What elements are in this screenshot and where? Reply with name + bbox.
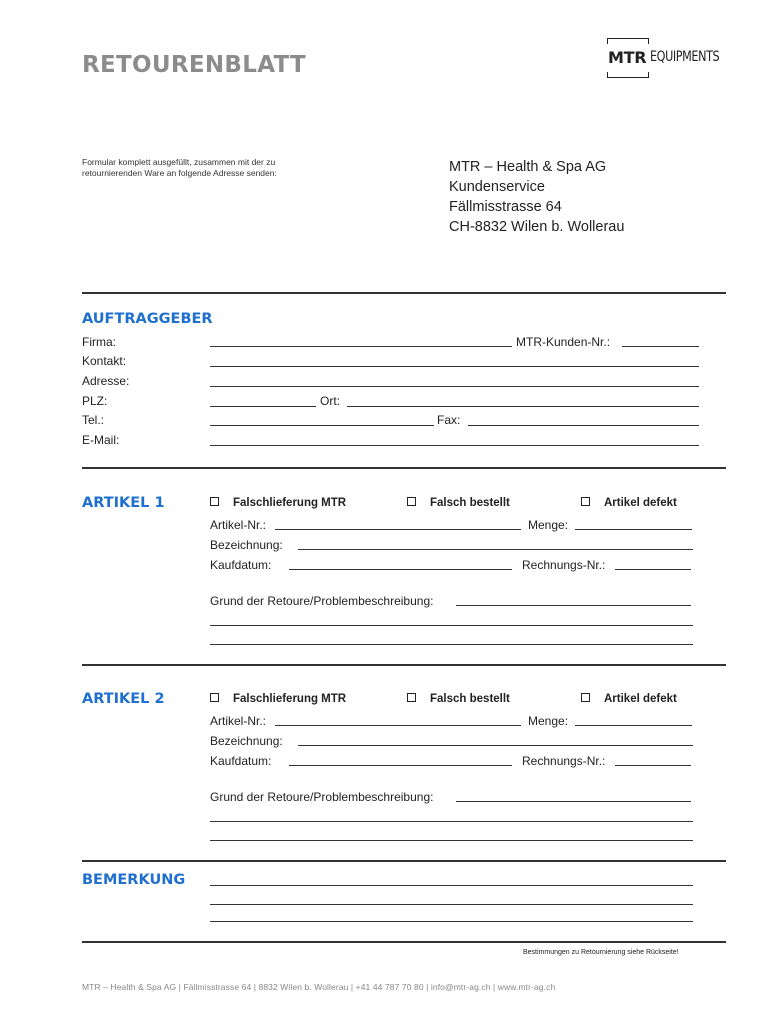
terms-note: Bestimmungen zu Retournierung siehe Rückseite! [523,949,679,956]
label-kundennr: MTR-Kunden-Nr.: [516,335,611,349]
input-fax[interactable] [468,425,699,426]
checkbox-icon [581,693,590,702]
input-firma[interactable] [210,346,512,347]
label-fax: Fax: [437,413,461,427]
label-kontakt: Kontakt: [82,354,127,368]
checkbox-icon [407,693,416,702]
section-heading-bemerkung: BEMERKUNG [82,872,186,888]
input-rechnungsnr-2[interactable] [615,765,691,766]
input-rechnungsnr-1[interactable] [615,569,691,570]
label-artikelnr-2: Artikel-Nr.: [210,714,267,728]
input-kaufdatum-2[interactable] [289,765,512,766]
divider-auftraggeber [82,292,726,294]
checkbox-icon [210,693,219,702]
label-bezeichnung-1: Bezeichnung: [210,538,283,552]
label-plz: PLZ: [82,394,108,408]
checkbox-label: Falschlieferung MTR [233,497,347,509]
checkbox-label: Artikel defekt [604,497,677,509]
divider-bemerkung [82,860,726,862]
checkbox-falschlieferung-2[interactable] [210,693,346,705]
label-kaufdatum-1: Kaufdatum: [210,558,272,572]
divider-artikel-2 [82,664,726,666]
input-grund-1-line-2[interactable] [210,625,693,626]
label-rechnungsnr-1: Rechnungs-Nr.: [522,558,606,572]
checkbox-falsch-bestellt-1[interactable] [407,497,510,509]
label-menge-2: Menge: [528,714,569,728]
input-ort[interactable] [347,406,699,407]
divider-artikel-1 [82,467,726,469]
intro-line-1: Formular komplett ausgefüllt, zusammen mit der zu [82,157,276,167]
checkbox-falschlieferung-1[interactable] [210,497,346,509]
section-heading-artikel-1: ARTIKEL 1 [82,495,165,511]
checkbox-label: Falsch bestellt [430,497,510,509]
checkbox-label: Falschlieferung MTR [233,693,347,705]
label-grund-2: Grund der Retoure/Problembeschreibung: [210,790,434,804]
divider-footer [82,941,726,943]
label-artikelnr-1: Artikel-Nr.: [210,518,267,532]
section-heading-auftraggeber: AUFTRAGGEBER [82,311,213,327]
label-kaufdatum-2: Kaufdatum: [210,754,272,768]
input-plz[interactable] [210,406,316,407]
input-adresse[interactable] [210,386,699,387]
address-line-1: MTR – Health & Spa AG [449,159,607,175]
checkbox-falsch-bestellt-2[interactable] [407,693,510,705]
checkbox-artikel-defekt-1[interactable] [581,497,677,509]
logo-bracket-bottom [607,72,649,78]
page-footer: MTR – Health & Spa AG | Fällmisstrasse 64 | 8832 Wilen b. Wollerau | +41 44 787 70 80 | info@mtr-ag.ch | www.mtr-ag.ch [82,982,556,992]
intro-line-2: retournierenden Ware an folgende Adresse senden: [82,168,277,178]
checkbox-icon [407,497,416,506]
page-title: RETOURENBLATT [82,52,307,78]
input-bemerkung-line-3[interactable] [210,921,693,922]
input-kontakt[interactable] [210,366,699,367]
input-grund-2-line-2[interactable] [210,821,693,822]
section-heading-artikel-2: ARTIKEL 2 [82,691,165,707]
label-firma: Firma: [82,335,116,349]
logo-bracket-top [607,38,649,44]
label-email: E-Mail: [82,433,120,447]
input-kaufdatum-1[interactable] [289,569,512,570]
input-grund-2-line-3[interactable] [210,840,693,841]
address-line-3: Fällmisstrasse 64 [449,199,562,215]
company-logo [607,38,722,78]
input-artikelnr-2[interactable] [275,725,521,726]
checkbox-label: Artikel defekt [604,693,677,705]
input-bemerkung-line-2[interactable] [210,904,693,905]
label-bezeichnung-2: Bezeichnung: [210,734,283,748]
input-grund-2[interactable] [456,801,691,802]
logo-secondary: EQUIPMENTS [650,49,720,65]
input-bezeichnung-1[interactable] [298,549,693,550]
label-menge-1: Menge: [528,518,569,532]
input-grund-1[interactable] [456,605,691,606]
input-kundennr[interactable] [622,346,699,347]
return-address [449,157,624,237]
label-adresse: Adresse: [82,374,130,388]
input-grund-1-line-3[interactable] [210,644,693,645]
input-artikelnr-1[interactable] [275,529,521,530]
checkbox-artikel-defekt-2[interactable] [581,693,677,705]
address-line-2: Kundenservice [449,179,545,195]
checkbox-label: Falsch bestellt [430,693,510,705]
checkbox-icon [581,497,590,506]
input-menge-1[interactable] [575,529,692,530]
input-menge-2[interactable] [575,725,692,726]
input-bemerkung-line-1[interactable] [210,885,693,886]
label-ort: Ort: [320,394,340,408]
label-tel: Tel.: [82,413,105,427]
logo-primary: MTR [608,48,647,67]
address-line-4: CH-8832 Wilen b. Wollerau [449,219,625,235]
input-bezeichnung-2[interactable] [298,745,693,746]
label-grund-1: Grund der Retoure/Problembeschreibung: [210,594,434,608]
input-email[interactable] [210,445,699,446]
input-tel[interactable] [210,425,434,426]
checkbox-icon [210,497,219,506]
label-rechnungsnr-2: Rechnungs-Nr.: [522,754,606,768]
intro-text [82,157,332,179]
